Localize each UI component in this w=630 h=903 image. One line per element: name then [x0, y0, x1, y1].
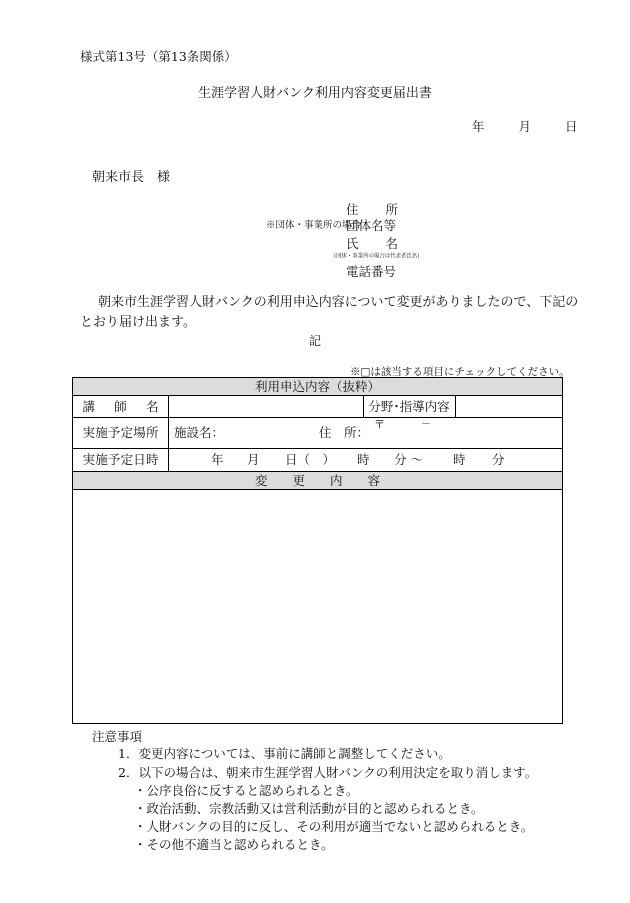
venue-label-cell: 実施予定場所	[73, 418, 169, 448]
lecturer-row	[73, 396, 562, 418]
postal-dash: －	[421, 419, 431, 430]
changes-header-row	[73, 472, 562, 490]
datetime-label-cell: 実施予定日時	[73, 449, 169, 471]
venue-address-label: 住 所：	[319, 425, 370, 440]
lecturer-label-cell: 講 師 名	[73, 396, 169, 417]
venue-row	[73, 418, 562, 449]
addressee: 朝来市長 様	[92, 170, 171, 185]
venue-address-input[interactable]	[373, 420, 558, 446]
summary-header-row	[73, 378, 562, 396]
summary-header: 利用申込内容（抜粋）	[254, 379, 380, 394]
org-note: ※団体・事業所の場合	[266, 220, 362, 231]
note-item-2: 2．以下の場合は、朝来市生涯学習人財バンクの利用決定を取り消します。	[118, 765, 538, 780]
changes-input-area[interactable]	[73, 490, 562, 723]
dt-minute-end: 分	[492, 452, 505, 467]
dt-minute-start: 分 〜	[394, 452, 423, 467]
dt-day: 日（ ）	[285, 452, 336, 467]
check-note: ※□は該当する項目にチェックしてください。	[350, 366, 570, 378]
dt-year: 年	[211, 452, 224, 467]
note-subitem-1: ・公序良俗に反すると認められるとき。	[134, 783, 359, 798]
document-title: 生涯学習人財バンク利用内容変更届出書	[198, 86, 432, 101]
date-day: 日	[565, 119, 578, 134]
applicant-address-label: 住 所	[346, 202, 398, 217]
facility-input[interactable]	[223, 420, 313, 446]
form-table	[72, 377, 563, 724]
note-subitem-4: ・その他不適当と認められるとき。	[134, 837, 334, 852]
form-number: 様式第13号（第13条関係）	[80, 49, 237, 64]
notes-header: 注意事項	[92, 729, 143, 744]
body-text: 朝来市生涯学習人財バンクの利用申込内容について変更がありましたので、下記のとおり届け出ます。	[80, 295, 579, 330]
note-item-1: 1．変更内容については、事前に講師と調整してください。	[118, 746, 451, 761]
note-subitem-3: ・人財バンクの目的に反し、その利用が適当でないと認められるとき。	[134, 819, 534, 834]
field-input[interactable]	[455, 396, 562, 417]
changes-header: 変 更 内 容	[254, 473, 380, 488]
dt-hour-start: 時	[357, 452, 370, 467]
applicant-phone-label: 電話番号	[346, 264, 397, 279]
note-subitem-2: ・政治活動、宗教活動又は営利活動が目的と認められるとき。	[134, 801, 484, 816]
field-label-cell: 分野･指導内容	[363, 396, 456, 417]
postal-mark: 〒	[374, 418, 385, 431]
date-line	[472, 117, 578, 135]
dt-hour-end: 時	[453, 452, 466, 467]
date-month: 月	[518, 119, 532, 134]
date-year: 年	[472, 119, 485, 134]
lecturer-input[interactable]	[169, 396, 364, 417]
representative-note: (団体・事業所の場合は代表者氏名)	[334, 252, 420, 260]
dt-month: 月	[247, 452, 260, 467]
ki-label: 記	[308, 334, 321, 348]
facility-label: 施設名：	[174, 425, 225, 440]
applicant-name-label: 氏 名	[346, 236, 398, 251]
applicant-org-label: 団体名等	[346, 218, 397, 233]
datetime-row	[73, 449, 562, 472]
